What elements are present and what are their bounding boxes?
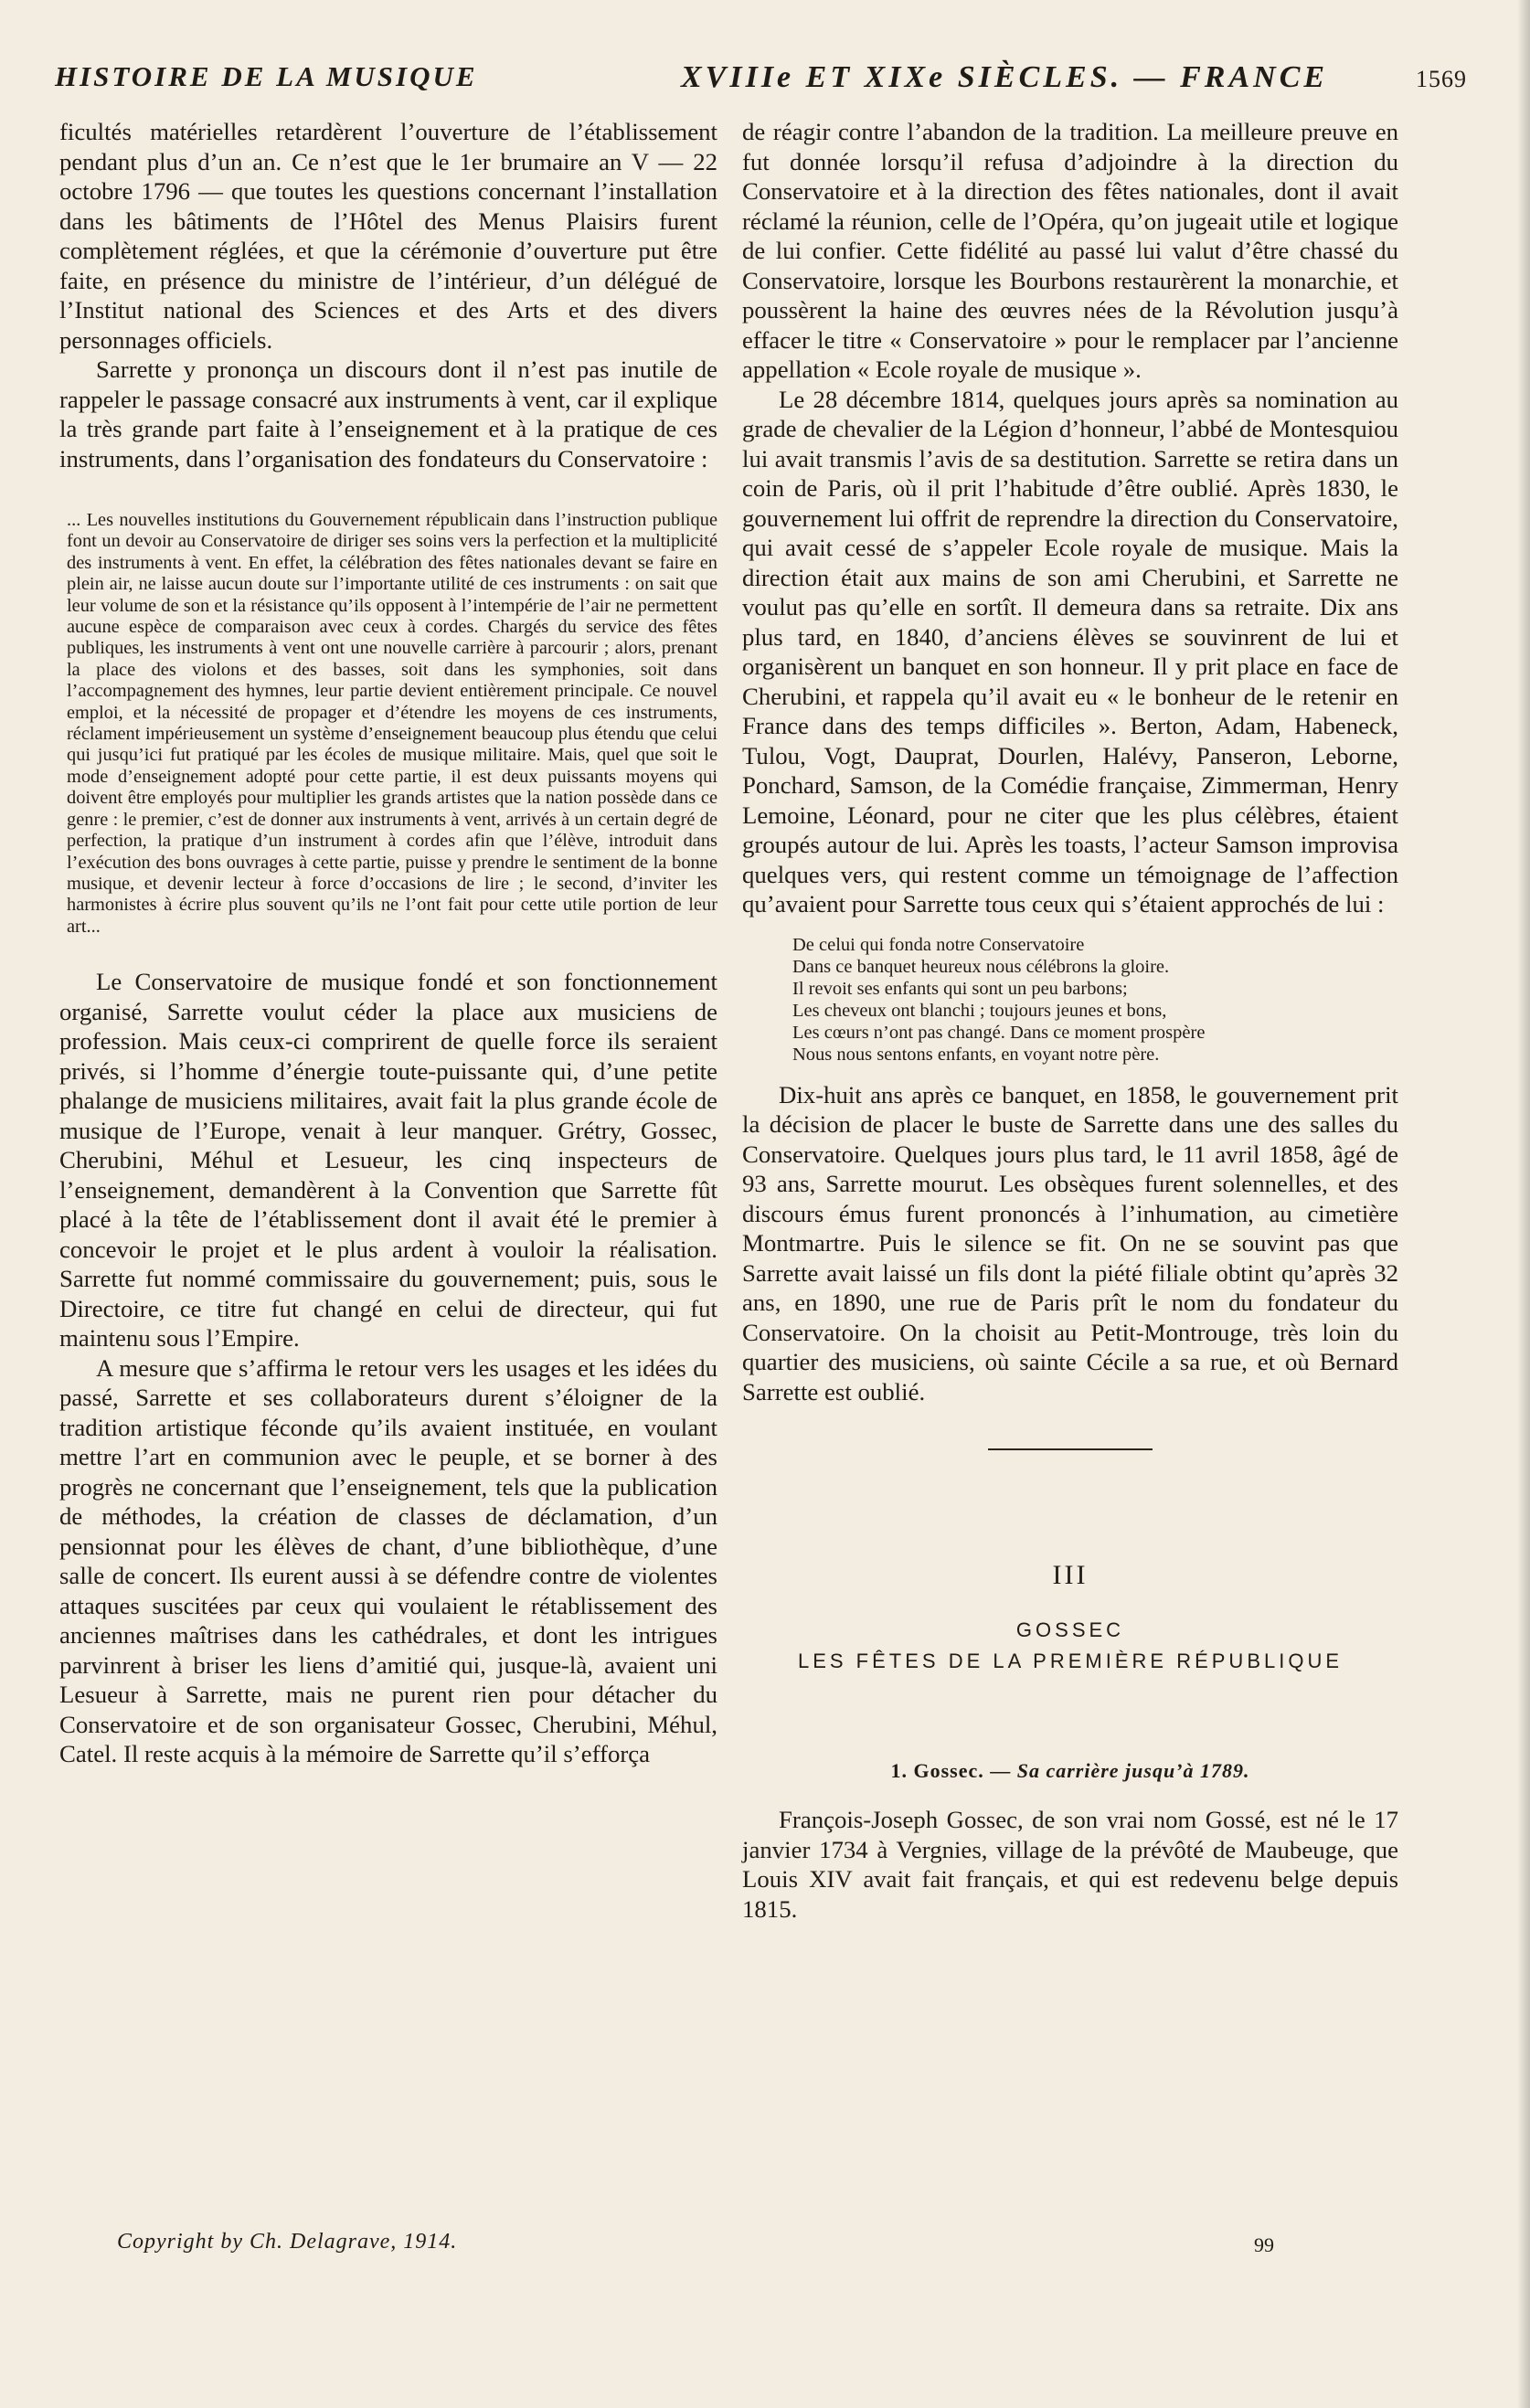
running-header [55,55,1476,106]
header-title: HISTOIRE DE LA MUSIQUE [55,60,478,92]
copyright-notice: Copyright by Ch. Delagrave, 1914. [117,2230,458,2254]
subsection-heading [742,1759,1398,1783]
paragraph: Le 28 décembre 1814, quelques jours après sa nomination au grade de chevalier de la Légion d’honneur, l’abbé de Montesquiou lui avait transmis l’avis de sa destitution. Sarrette se retira dans un coin de Paris, où il prit l’habitude d’être oublié. Après 1830, le gouvernement lui offrit de reprendre la direction du Conservatoire, qui avait cessé de s’appeler Ecole royale de musique. Mais la direction était aux mains de son ami Cherubini, et Sarrette ne voulut pas qu’elle en sortît. Il demeura dans sa retraite. Dix ans plus tard, en 1840, d’anciens élèves se souvinrent de lui et organisèrent un banquet en son honneur. Il y prit place en face de Cherubini, et rappela qu’il avait eu « le bonheur de le retenir en France dans des temps difficiles ». Berton, Adam, Habeneck, Tulou, Vogt, Dauprat, Dourlen, Halévy, Panseron, Leborne, Ponchard, Samson, de la Comédie française, Zimmerman, Henry Lemoine, Léonard, pour ne citer que les plus célèbres, étaient groupés autour de lui. Après les toasts, l’acteur Samson improvisa quelques vers, qui restent comme un témoignage de l’affection qu’avaient pour Sarrette tous ceux qui s’étaient approchés de lui : [742,385,1398,918]
right-column [742,117,1398,1924]
verse-block [792,934,1398,1066]
verse-line: Nous nous sentons enfants, en voyant notre père. [792,1044,1160,1065]
quote-text: ... Les nouvelles institutions du Gouvernement républicain dans l’instruction publique font un devoir au Conservatoire de diriger ses soins vers la perfection et la multiplicité des instruments à vent. En effet, la célébration des fêtes nationales devant se faire en plein air, ne laisse aucun doute sur l’importante utilité de ces instruments : on sait que leur volume de son et la résistance qu’ils opposent à l’intempérie de l’air ne permettent aucune espèce de comparaison avec ceux à cordes. Chargés du service des fêtes publiques, les instruments à vent ont une nouvelle carrière à parcourir ; alors, prenant la place des violons et des basses, soit dans les symphonies, soit dans l’accompagnement des hymnes, leur partie devient entièrement principale. Ce nouvel emploi, et la nécessité de propager et d’étendre les moyens de ces instruments, réclament impérieusement un système d’enseignement beaucoup plus étendu que celui qui jusqu’ici fut pratiqué par les écoles de musique militaire. Mais, quel que soit le mode d’enseignement adopté pour cette partie, il est deux puissants moyens qui doivent être employés pour multiplier les grands artistes que la nation possède dans ce genre : le premier, c’est de donner aux instruments à vent, arrivés à un certain degré de perfection, la pratique d’un instrument à cordes afin que l’élève, introduit dans l’exécution des bons ouvrages à cette partie, puisse y prendre le sentiment de la bonne musique, et devenir lecteur à force d’occasions de lire ; le second, d’inviter les harmonistes à écrire plus souvent qu’ils ne l’ont fait pour cette utile portion de leur art... [67,510,717,937]
paragraph: François-Joseph Gossec, de son vrai nom Gossé, est né le 17 janvier 1734 à Vergnies, village de la prévôté de Maubeuge, que Louis XIV avait fait français, et qui est redevenu belge depuis 1815. [742,1806,1398,1923]
verse-line: Dans ce banquet heureux nous célébrons la gloire. [792,956,1170,977]
verse-line: Il revoit ses enfants qui sont un peu barbons; [792,978,1128,999]
subsection-title: Sa carrière jusqu’à 1789. [1016,1759,1250,1782]
section-subtitle: LES FÊTES DE LA PREMIÈRE RÉPUBLIQUE [797,1650,1344,1672]
verse-line: De celui qui fonda notre Conservatoire [792,934,1085,955]
section-divider [988,1448,1153,1450]
paragraph: Le Conservatoire de musique fondé et son fonctionnement organisé, Sarrette voulut céder la place aux musiciens de profession. Mais ceux-ci comprirent de quelle force ils seraient privés, si l’homme d’énergie toute-puissante qui, d’une petite phalange de musiciens militaires, avait fait la plus grande école de musique de l’Europe, venait à leur manquer. Grétry, Gossec, Cherubini, Méhul et Lesueur, les cinq inspecteurs de l’enseignement, demandèrent à la Convention que Sarrette fût placé à la tête de l’établissement dont il avait été le premier à concevoir le projet et le plus ardent à vouloir la réalisation. Sarrette fut nommé commissaire du gouvernement; puis, sous le Directoire, ce titre fut changé en celui de directeur, qui fut maintenu sous l’Empire. [59,968,717,1353]
paragraph: ficultés matérielles retardèrent l’ouverture de l’établissement pendant plus d’un an. Ce n’est que le 1er brumaire an V — 22 octobre 1796 — que toutes les questions concernant l’installation dans les bâtiments de l’Hôtel des Menus Plaisirs furent complètement réglées, et que la cérémonie d’ouverture put être faite, en présence du ministre de l’intérieur, d’un délégué de l’Institut national des Sciences et des Arts et des divers personnages officiels. [59,118,717,354]
sheet-number: 99 [1254,2233,1274,2256]
paragraph: A mesure que s’affirma le retour vers les usages et les idées du passé, Sarrette et ses collaborateurs durent s’éloigner de la tradition artistique féconde qu’ils avaient instituée, en voulant mettre l’art en communion avec le peuple, et se borner à des progrès ne concernant que l’enseignement, tels que la publication de méthodes, la création de classes de déclamation, d’un pensionnat pour les élèves de chant, d’une bibliothèque, d’une salle de concert. Ils eurent aussi à se défendre contre de violentes attaques suscitées par ceux qui voulaient le rétablissement des anciennes maîtrises dans les cathédrales, et dont les intrigues parvinrent à briser les liens d’amitié qui, jusque-là, avaient uni Lesueur à Sarrette, mais ne purent rien pour détacher du Conservatoire et de son organisateur Gossec, Cherubini, Méhul, Catel. Il reste acquis à la mémoire de Sarrette qu’il s’efforça [59,1353,717,1768]
section-number: III [1052,1560,1089,1590]
left-column [59,117,717,1769]
block-quote [67,510,717,938]
verse-line: Les cheveux ont blanchi ; toujours jeunes et bons, [792,1000,1167,1021]
subsection-number: 1. Gossec. — [890,1759,1012,1782]
verse-line: Les cœurs n’ont pas changé. Dans ce moment prospère [792,1022,1206,1043]
page-number: 1569 [1416,66,1467,92]
page-edge-shadow [1517,0,1530,2408]
header-subtitle: XVIIIe ET XIXe SIÈCLES. — FRANCE [681,60,1329,94]
paragraph: de réagir contre l’abandon de la tradition. La meilleure preuve en fut donnée lorsqu’il refusa d’adjoindre à la direction du Conservatoire et à la direction des fêtes nationales, dont il avait réclamé la réunion, celle de l’Opéra, qu’on jugeait utile et logique de lui confier. Cette fidélité au passé lui valut d’être chassé du Conservatoire, lorsque les Bourbons restaurèrent la monarchie, et poussèrent la haine des œuvres nées de la Révolution jusqu’à effacer le titre « Conservatoire » pour le remplacer par l’ancienne appellation « Ecole royale de musique ». [742,118,1398,383]
paragraph: Dix-huit ans après ce banquet, en 1858, le gouvernement prit la décision de placer le buste de Sarrette dans une des salles du Conservatoire. Quelques jours plus tard, le 11 avril 1858, âgé de 93 ans, Sarrette mourut. Les obsèques furent solennelles, et des discours émus furent prononcés à l’inhumation, au cimetière Montmartre. Puis le silence se fit. On ne se souvint pas que Sarrette avait laissé un fils dont la piété filiale obtint qu’après 32 ans, en 1890, une rue de Paris prît le nom du fondateur du Conservatoire. On la choisit au Petit-Montrouge, très loin du quartier des musiciens, où sainte Cécile a sa rue, et où Bernard Sarrette est oublié. [742,1080,1398,1406]
paragraph: Sarrette y prononça un discours dont il n’est pas inutile de rappeler le passage consacré aux instruments à vent, car il explique la très grande part faite à l’enseignement et à la pratique de ces instruments, dans l’organisation des fondateurs du Conservatoire : [59,355,717,472]
section-title: GOSSEC [1015,1618,1125,1641]
